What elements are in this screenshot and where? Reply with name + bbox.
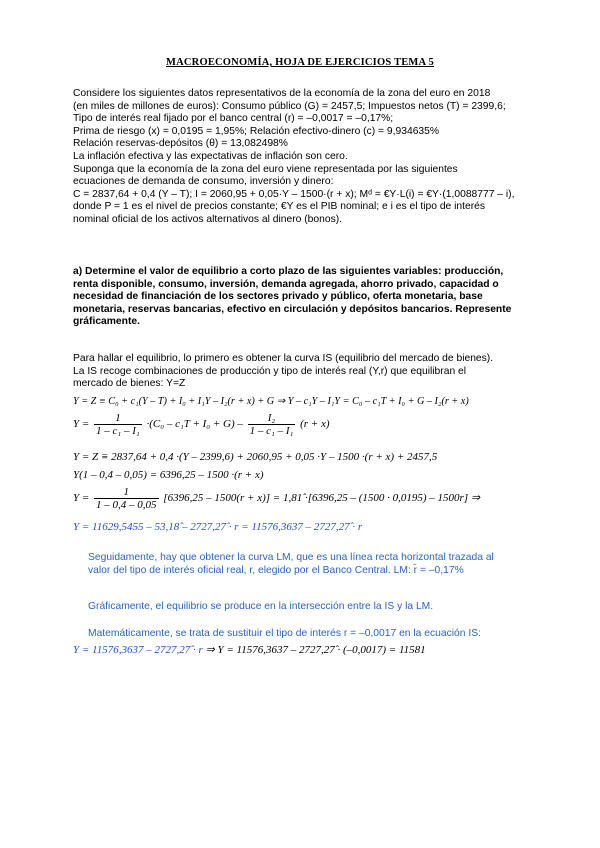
fraction bbox=[248, 412, 296, 437]
page-title: MACROECONOMÍA, HOJA DE EJERCICIOS TEMA 5 bbox=[166, 57, 434, 68]
solution-line: La IS recoge combinaciones de producción y tipo de interés real (Y,r) que equilibran el bbox=[73, 365, 467, 377]
equation-text: (r + x) bbox=[300, 418, 330, 431]
question-line: necesidad de financiación de los sectores privado y público, oferta monetaria, base bbox=[73, 291, 483, 303]
lm-line: Seguidamente, hay que obtener la curva LM, que es una línea recta horizontal trazada al bbox=[88, 552, 494, 563]
intro-line: C = 2837,64 + 0,4 (Y – T); I = 2060,95 + 0,05·Y – 1500·(r + x); Mᵈ = €Y·L(i) = €Y·(1,0088777 – i), bbox=[73, 188, 515, 200]
intro-line: La inflación efectiva y las expectativas de inflación son cero. bbox=[73, 150, 348, 162]
fraction-numerator: 1 bbox=[94, 412, 142, 425]
fraction-numerator: 1 bbox=[94, 486, 159, 499]
graph-note-line: Gráficamente, el equilibrio se produce en la intersección entre la IS y la LM. bbox=[88, 601, 434, 612]
question-paragraph bbox=[73, 266, 531, 329]
fraction-denominator: 1 – c₁ – I₁ bbox=[249, 425, 294, 437]
graph-note bbox=[88, 601, 538, 614]
equation-is-numeric: Y = Z ≡ 2837,64 + 0,4 ·(Y – 2399,6) + 2060,95 + 0,05 ·Y – 1500 ·(r + x) + 2457,5 bbox=[73, 451, 438, 463]
question-line: gráficamente. bbox=[73, 316, 140, 328]
equation-equilibrium bbox=[73, 643, 543, 656]
fraction bbox=[94, 412, 142, 437]
intro-line: Relación reservas-depósitos (θ) = 13,082498% bbox=[73, 138, 288, 150]
solution-paragraph bbox=[73, 353, 531, 391]
solution-line: mercado de bienes: Y=Z bbox=[73, 378, 186, 390]
solution-line: Para hallar el equilibrio, lo primero es obtener la curva IS (equilibrio del mercado de bienes). bbox=[73, 353, 494, 364]
fraction-denominator: 1 – c₁ – I₁ bbox=[96, 425, 140, 437]
math-note-line: Matemáticamente, se trata de sustituir el tipo de interés r = –0,0017 en la ecuación IS: bbox=[88, 628, 481, 639]
question-line: a) Determine el valor de equilibrio a corto plazo de las siguientes variables: producción, bbox=[73, 266, 504, 277]
intro-line: Prima de riesgo (x) = 0,0195 = 1,95%; Relación efectivo-dinero (c) = 9,934635% bbox=[73, 125, 440, 137]
intro-line: (en miles de millones de euros): Consumo público (G) = 2457,5; Impuestos netos (T) = 2399,6; bbox=[73, 100, 506, 112]
intro-line: ecuaciones de demanda de consumo, inversión y dinero: bbox=[73, 176, 334, 188]
math-note bbox=[88, 628, 538, 641]
equation-text: Y = bbox=[73, 492, 90, 505]
fraction-numerator: I₂ bbox=[248, 412, 296, 425]
equation-text: ⇒ Y = 11576,3637 – 2727,27̂ · (–0,0017) = 11581 bbox=[202, 644, 426, 656]
equation-is-result: Y = 11629,5455 – 53,18̂ – 2727,27̂ · r = 11576,3637 – 2727,27̂ · r bbox=[73, 521, 363, 533]
fraction bbox=[94, 486, 159, 511]
question-line: monetaria, reservas bancarias, efectivo en circulación y depósitos bancarios. Represente bbox=[73, 303, 512, 315]
intro-line: Considere los siguientes datos representativos de la economía de la zona del euro en 2018 bbox=[73, 88, 491, 99]
intro-line: Suponga que la economía de la zona del euro viene representada por las siguientes bbox=[73, 163, 458, 175]
equation-is-solved bbox=[73, 412, 543, 437]
equation-text: [6396,25 – 1500(r + x)] = 1,81̂ ·[6396,25 – (1500 · 0,0195) – 1500r] ⇒ bbox=[163, 492, 481, 505]
intro-line: donde P = 1 es el nivel de precios constante; €Y es el PIB nominal; e i es el tipo de interés bbox=[73, 201, 486, 213]
equation-text: Y = bbox=[73, 418, 90, 431]
intro-line: nominal oficial de los activos alternativos al dinero (bonos). bbox=[73, 213, 343, 225]
intro-paragraph bbox=[73, 88, 531, 227]
equation-is-grouped: Y(1 – 0,4 – 0,05) = 6396,25 – 1500 ·(r + x) bbox=[73, 469, 264, 481]
intro-line: Tipo de interés real fijado por el banco central (r) = –0,0017 = –0,17%; bbox=[73, 113, 394, 125]
equation-text: ·(C₀ – c₁T + I₀ + G) – bbox=[146, 418, 243, 431]
lm-line: valor del tipo de interés oficial real, r, elegido por el Banco Central. LM: r̄ = –0,17% bbox=[88, 564, 464, 576]
equation-is-general: Y = Z ≡ C₀ + c₁(Y – T) + I₀ + I₁Y – I₂(r + x) + G ⇒ Y – c₁Y – I₁Y = C₀ – c₁T + I₀ + G – I₂(r + x) bbox=[73, 396, 469, 407]
question-line: renta disponible, consumo, inversión, demanda agregada, ahorro privado, capacidad o bbox=[73, 278, 499, 290]
fraction-denominator: 1 – 0,4 – 0,05 bbox=[96, 499, 157, 511]
equation-is-multiplier bbox=[73, 486, 543, 511]
lm-paragraph bbox=[88, 552, 538, 577]
equation-text: Y = 11576,3637 – 2727,27̂ · r bbox=[73, 644, 203, 656]
